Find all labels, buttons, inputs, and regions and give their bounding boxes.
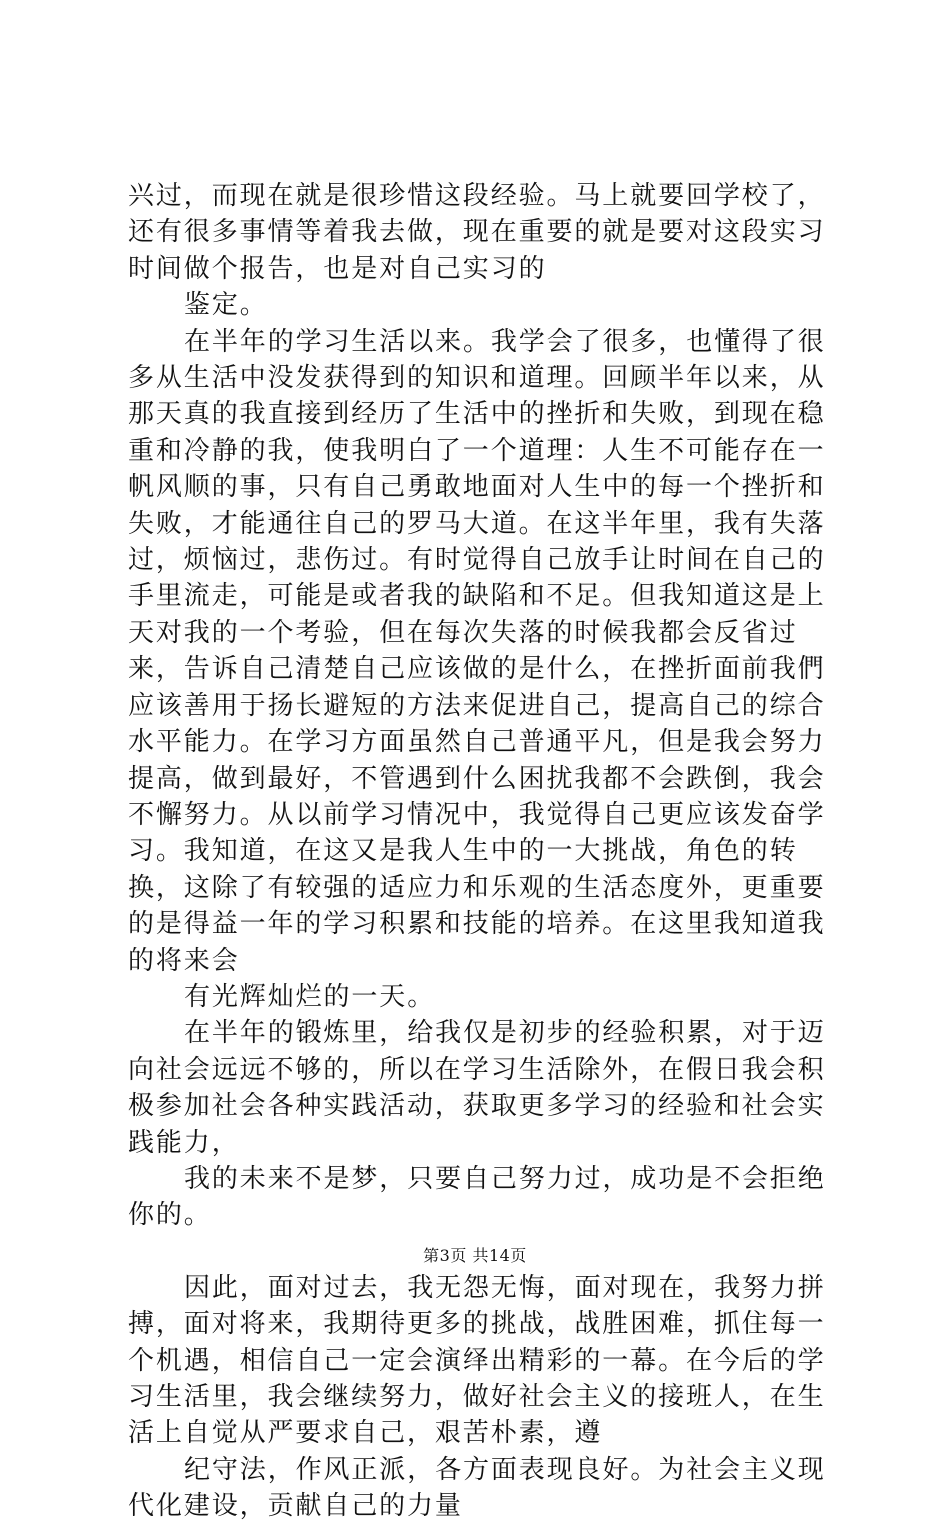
paragraph-learning-life: 在半年的学习生活以来。我学会了很多，也懂得了很多从生活中没发获得到的知识和道理。回顾半年以来，从那天真的我直接到经历了生活中的挫折和失败，到现在稳重和冷静的我，使我明白了一个道理：人生不可能存在一帆风顺的事，只有自己勇敢地面对人生中的每一个挫折和失败，才能通往自己的罗马大道。在这半年里，我有失落过，烦恼过，悲伤过。有时觉得自己放手让时间在自己的手里流走，可能是或者我的缺陷和不足。但我知道这是上天对我的一个考验，但在每次失落的时候我都会反省过来，告诉自己清楚自己应该做的是什么，在挫折面前我們应该善用于扬长避短的方法来促进自己，提高自己的综合水平能力。在学习方面虽然自己普通平凡，但是我会努力提高，做到最好，不管遇到什么困扰我都不会跌倒，我会不懈努力。从以前学习情况中，我觉得自己更应该发奋学习。我知道，在这又是我人生中的一大挑战，角色的转换，这除了有较强的适应力和乐观的生活态度外，更重要的是得益一年的学习积累和技能的培养。在这里我知道我的将来会: [128, 326, 826, 976]
paragraph-future: 我的未来不是梦，只要自己努力过，成功是不会拒绝你的。: [128, 1163, 826, 1231]
paragraph-continuation: 兴过，而现在就是很珍惜这段经验。马上就要回学校了，还有很多事情等着我去做，现在重要的就是要对这段实习时间做个报告，也是对自己实习的: [128, 181, 826, 284]
paragraph-fragment: 鉴定。: [184, 290, 268, 321]
paragraph-closing: 纪守法，作风正派，各方面表现良好。为社会主义现代化建设，贡献自己的力量: [128, 1454, 826, 1522]
paragraph-fragment: 有光辉灿烂的一天。: [184, 981, 436, 1012]
body-text: [128, 178, 848, 1525]
paragraph-training: 在半年的锻炼里，给我仅是初步的经验积累，对于迈向社会远远不够的，所以在学习生活除外，在假日我会积极参加社会各种实践活动，获取更多学习的经验和社会实践能力，: [128, 1018, 826, 1158]
paragraph-conclusion: 因此，面对过去，我无怨无悔，面对现在，我努力拼搏，面对将来，我期待更多的挑战，战胜困难，抓住每一个机遇，相信自己一定会演绎出精彩的一幕。在今后的学习生活里，我会继续努力，做好社会主义的接班人，在生活上自觉从严要求自己，艰苦朴素，遵: [128, 1272, 826, 1449]
page-indicator: 第3页 共14页: [423, 1246, 527, 1265]
